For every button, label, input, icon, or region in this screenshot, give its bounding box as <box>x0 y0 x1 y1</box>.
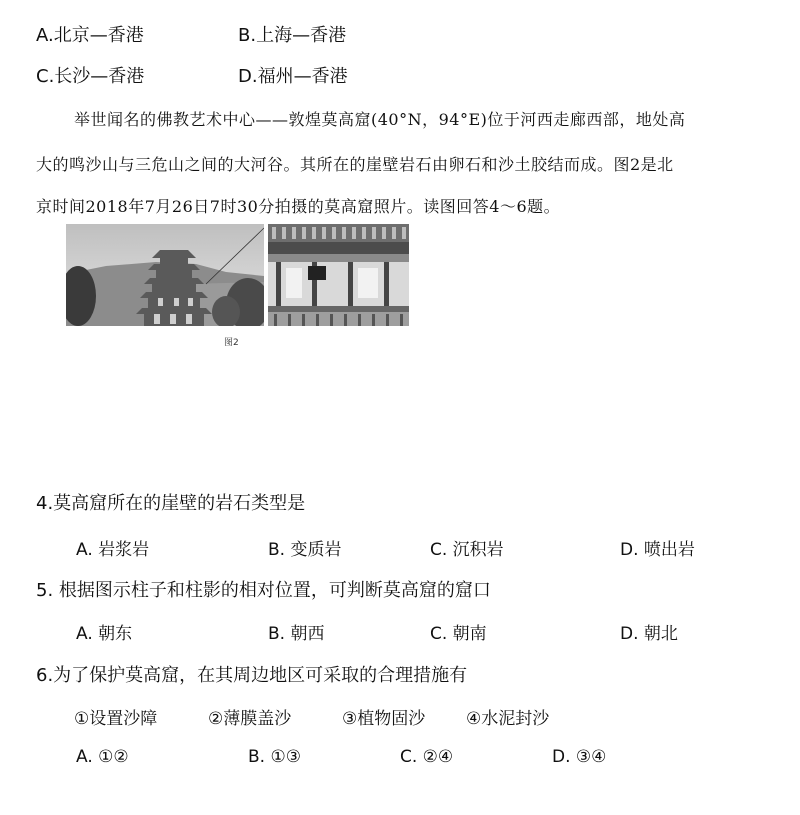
prev-option-b: B.上海—香港 <box>238 25 347 46</box>
q6-measure-4: ④水泥封沙 <box>466 709 550 729</box>
passage-line-1: 举世闻名的佛教艺术中心——敦煌莫高窟(40°N，94°E)位于河西走廊西部，地处高 <box>74 110 686 129</box>
q6-measure-1: ①设置沙障 <box>74 709 158 729</box>
mogao-photo-wide <box>66 224 264 326</box>
prev-option-c: C.长沙—香港 <box>36 66 145 87</box>
q5-option-d: D. 朝北 <box>620 624 678 644</box>
figure-caption: 图2 <box>224 338 239 348</box>
q6-option-c: C. ②④ <box>400 747 454 767</box>
mogao-photo-detail <box>268 224 409 326</box>
q4-option-c: C. 沉积岩 <box>430 540 504 560</box>
passage-line-2: 大的鸣沙山与三危山之间的大河谷。其所在的崖壁岩石由卵石和沙土胶结而成。图2是北 <box>36 155 674 174</box>
q4-stem: 4.莫高窟所在的崖壁的岩石类型是 <box>36 493 306 514</box>
q6-option-d: D. ③④ <box>552 747 607 767</box>
q5-option-c: C. 朝南 <box>430 624 487 644</box>
q6-option-b: B. ①③ <box>248 747 301 767</box>
q5-option-a: A. 朝东 <box>76 624 133 644</box>
q4-option-a: A. 岩浆岩 <box>76 540 150 560</box>
prev-option-d: D.福州—香港 <box>238 66 348 87</box>
passage-line-3: 京时间2018年7月26日7时30分拍摄的莫高窟照片。读图回答4～6题。 <box>36 197 561 216</box>
q4-option-b: B. 变质岩 <box>268 540 342 560</box>
q5-stem: 5. 根据图示柱子和柱影的相对位置，可判断莫高窟的窟口 <box>36 580 491 601</box>
q6-option-a: A. ①② <box>76 747 129 767</box>
prev-option-a: A.北京—香港 <box>36 25 144 46</box>
q6-measure-3: ③植物固沙 <box>342 709 426 729</box>
q4-option-d: D. 喷出岩 <box>620 540 695 560</box>
q6-measure-2: ②薄膜盖沙 <box>208 709 292 729</box>
q6-stem: 6.为了保护莫高窟，在其周边地区可采取的合理措施有 <box>36 665 468 686</box>
q5-option-b: B. 朝西 <box>268 624 325 644</box>
